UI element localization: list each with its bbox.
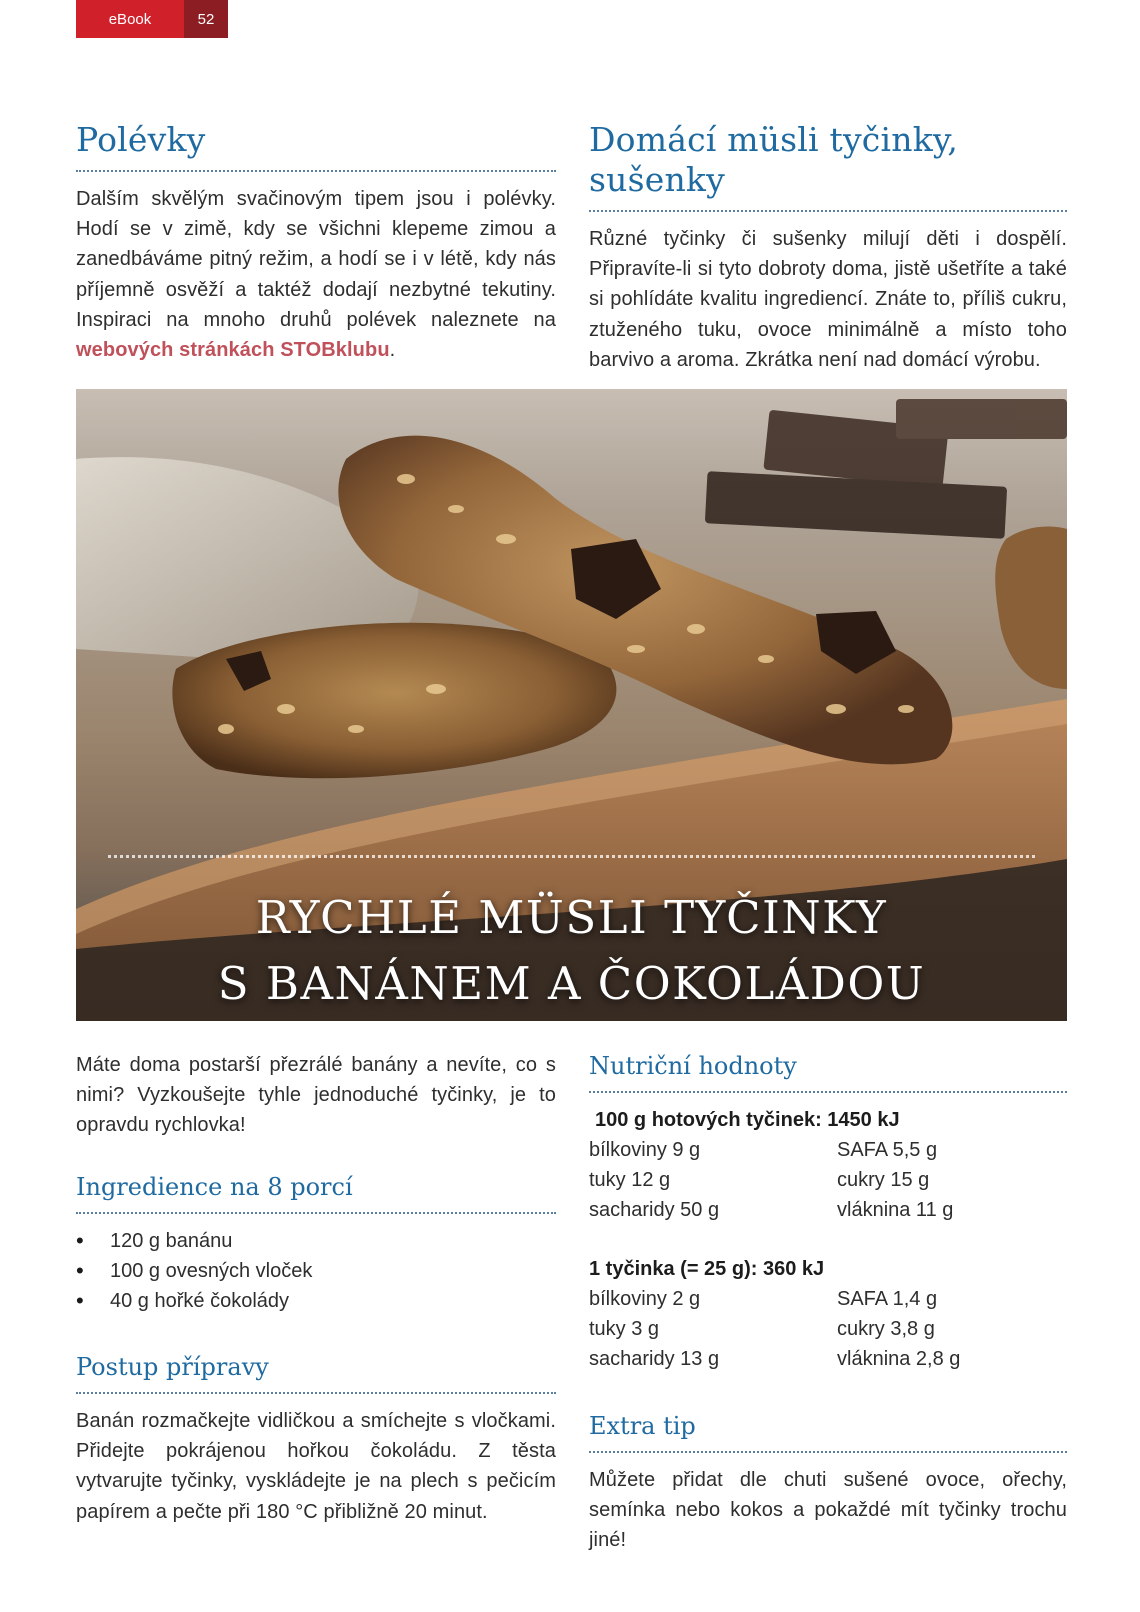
soups-text-end: . — [389, 339, 396, 362]
nutrient-value: vláknina 2,8 g — [837, 1348, 961, 1371]
nutrition-title: Nutriční hodnoty — [589, 1052, 797, 1080]
soups-title: Polévky — [76, 120, 206, 159]
ingredients-title: Ingredience na 8 porcí — [76, 1173, 353, 1201]
nutrition-section — [589, 1051, 1067, 1374]
recipe-title-line2: S BANÁNEM A ČOKOLÁDOU — [217, 957, 926, 1010]
bars-title: Domácí müsli tyčinky, sušenky — [589, 120, 959, 199]
nutrient-value: tuky 3 g — [589, 1317, 660, 1340]
nutrient-value: bílkoviny 2 g — [589, 1287, 701, 1310]
photo-divider — [108, 855, 1035, 858]
method-text: Banán rozmačkejte vidličkou a smíchejte s vločkami. Přidejte pokrájenou hořkou čokoládu. Z těsta vytvarujte tyčinky, vyskládejte je na plech s pečicím papírem a pečte při 180 °C přibližně 20 minut. — [76, 1410, 556, 1523]
bars-text: Různé tyčinky či sušenky milují děti i dospělí. Připravíte-li si tyto dobroty doma, jistě ušetříte a také si pohlídáte kvalitu ingrediencí. Znáte to, příliš cukru, ztuženého tuku, ovoce minimálně a místo toho barvivo a aroma. Zkrátka není nad domácí výrobu. — [589, 228, 1067, 371]
ingredient-item: • 40 g hořké čokolády — [76, 1286, 556, 1316]
divider — [589, 1451, 1067, 1453]
nutrient-value: vláknina 11 g — [837, 1199, 954, 1222]
page-number: 52 — [184, 0, 228, 38]
nutrient-value: cukry 15 g — [837, 1169, 930, 1192]
soups-section — [76, 120, 556, 365]
tip-section — [589, 1411, 1067, 1556]
nutrient-value: SAFA 1,4 g — [837, 1287, 938, 1310]
divider — [76, 170, 556, 172]
nutrient-value: sacharidy 13 g — [589, 1348, 720, 1371]
ingredients-list — [76, 1226, 556, 1317]
recipe-intro-section — [76, 1050, 556, 1141]
perbar-values — [589, 1284, 1067, 1375]
tip-text: Můžete přidat dle chuti sušené ovoce, ořechy, semínka nebo kokos a pokaždé mít tyčinky trochu jiné! — [589, 1469, 1067, 1552]
divider — [76, 1392, 556, 1394]
recipe-photo — [76, 389, 1067, 1021]
stobklub-link[interactable]: webových stránkách STOBklubu — [76, 339, 390, 362]
nutrient-value: SAFA 5,5 g — [837, 1139, 938, 1161]
soups-text — [76, 184, 556, 365]
nutrient-value: cukry 3,8 g — [837, 1317, 935, 1340]
per100-values — [589, 1135, 1067, 1226]
ingredients-section — [76, 1172, 556, 1317]
ebook-tab — [76, 0, 228, 38]
divider — [589, 210, 1067, 212]
recipe-intro: Máte doma postarší přezrálé banány a nevíte, co s nimi? Vyzkoušejte tyhle jednoduché tyčinky, je to opravdu rychlovka! — [76, 1054, 556, 1137]
method-section — [76, 1352, 556, 1527]
soups-text-body: Dalším skvělým svačinovým tipem jsou i polévky. Hodí se v zimě, kdy se všichni klepeme zimou a zanedbáváme pitný režim, a hodí se i v létě, kdy nás příjemně osvěží a taktéž dodají nezbytné tekutiny. Inspiraci na mnoho druhů polévek naleznete na — [76, 188, 556, 331]
nutrient-value: sacharidy 50 g — [589, 1199, 720, 1222]
perbar-heading: 1 tyčinka (= 25 g): 360 kJ — [589, 1257, 825, 1280]
nutrient-value: bílkoviny 9 g — [589, 1139, 701, 1161]
ingredient-item: • 100 g ovesných vloček — [76, 1256, 556, 1286]
ingredient-item: • 120 g banánu — [76, 1226, 556, 1256]
bars-section — [589, 120, 1067, 375]
per100-heading: 100 g hotových tyčinek: 1450 kJ — [595, 1109, 900, 1131]
divider — [589, 1091, 1067, 1093]
ebook-label: eBook — [76, 0, 184, 38]
tip-title: Extra tip — [589, 1412, 696, 1440]
recipe-title — [76, 885, 1067, 1017]
divider — [76, 1212, 556, 1214]
nutrient-value: tuky 12 g — [589, 1169, 671, 1192]
recipe-title-line1: RYCHLÉ MÜSLI TYČINKY — [255, 891, 888, 944]
method-title: Postup přípravy — [76, 1353, 269, 1381]
